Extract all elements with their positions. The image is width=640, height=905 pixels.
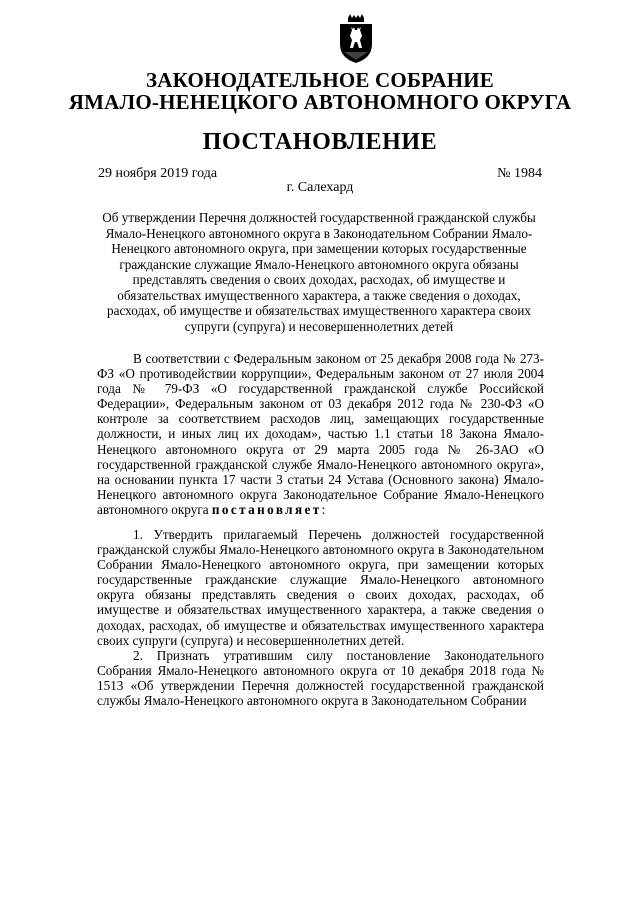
resolution-items — [97, 527, 544, 708]
parliament-name-line1: ЗАКОНОДАТЕЛЬНОЕ СОБРАНИЕ — [145, 68, 495, 92]
preamble-paragraph — [97, 351, 544, 517]
document-city: г. Салехард — [286, 180, 354, 195]
decree-word: постановляет — [211, 501, 322, 517]
resolution-item-2: 2. Признать утратившим силу постановление Законодательного Собрания Ямало-Ненецкого автономного округа от 10 декабря 2018 года № 1513 «Об утверждении Перечня должностей государственной гражданской службы Ямало-Ненецкого автономного округа в Законодательном Собрании — [97, 647, 544, 709]
yamal-nenets-coat-of-arms-icon — [336, 14, 376, 64]
parliament-name-line2: ЯМАЛО-НЕНЕЦКОГО АВТОНОМНОГО ОКРУГА — [68, 90, 572, 114]
preamble-block — [97, 351, 544, 517]
document-number: № 1984 — [497, 166, 542, 181]
decree-colon: : — [321, 501, 326, 517]
document-type-title: ПОСТАНОВЛЕНИЕ — [202, 129, 438, 155]
document-subject: Об утверждении Перечня должностей государственной гражданской службы Ямало-Ненецкого автономного округа в Законодательном Собрании Ямало-Ненецкого автономного округа, при замещении которых государственные гражданские служащие Ямало-Ненецкого автономного округа обязаны представлять сведения о своих доходах, расходах, об имуществе и обязательствах имущественного характера, а также сведения о доходах, расходах, об имуществе и обязательствах имущественного характера своих супруги (супруга) и несовершеннолетних детей — [102, 210, 536, 334]
preamble-text: В соответствии с Федеральным законом от 25 декабря 2008 года № 273-ФЗ «О противодействии коррупции», Федеральным законом от 27 июля 2004 года № 79-ФЗ «О государственной гражданской службе Российской Федерации», Федеральным законом от 03 декабря 2012 года № 230-ФЗ «О контроле за соответствием расходов лиц, замещающих государственные должности, и иных лиц их доходам», частью 1.1 статьи 18 Закона Ямало-Ненецкого автономного округа от 29 марта 2005 года № 26-ЗАО «О государственной гражданской службе Ямало-Ненецкого автономного округа», на основании пункта 17 части 3 статьи 24 Устава (Основного закона) Ямало-Ненецкого автономного округа Законодательное Собрание Ямало-Ненецкого автономного округа — [97, 351, 544, 517]
resolution-item-1: 1. Утвердить прилагаемый Перечень должностей государственной гражданской службы Ямало-Ненецкого автономного округа в Законодательном Собрании Ямало-Ненецкого автономного округа, при замещении которых государственные гражданские служащие Ямало-Ненецкого автономного округа обязаны представлять сведения о своих доходах, расходах, об имуществе и обязательствах имущественного характера, а также сведения о доходах, расходах, об имуществе и обязательствах имущественного характера своих супруги (супруга) и несовершеннолетних детей. — [97, 527, 544, 648]
document-date: 29 ноября 2019 года — [98, 166, 218, 181]
